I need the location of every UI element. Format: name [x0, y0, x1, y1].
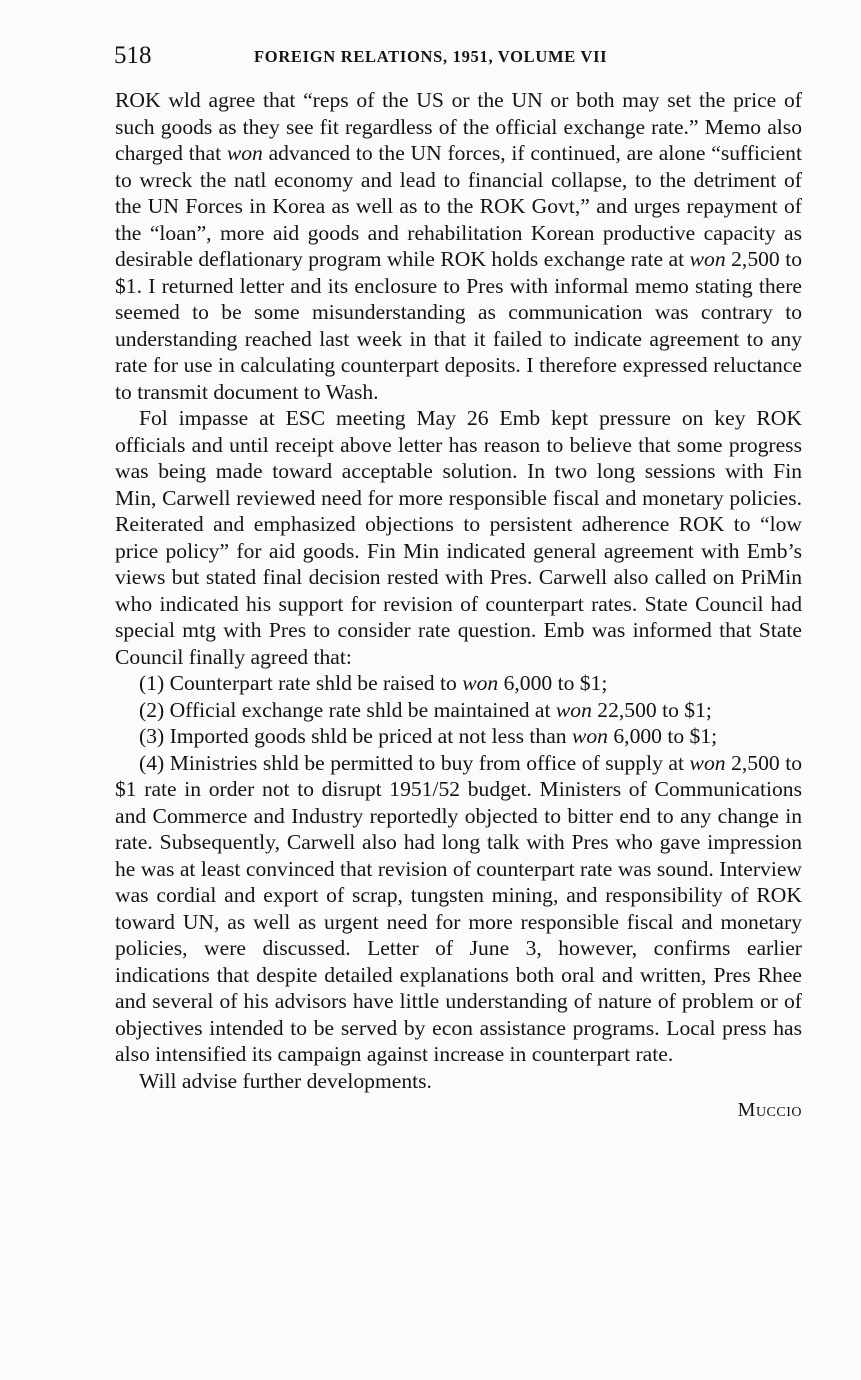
- list-item-2-part-b: 22,500 to $1;: [591, 697, 712, 722]
- currency-won: won: [226, 141, 263, 165]
- currency-won: won: [689, 247, 726, 271]
- list-item-1: [115, 670, 802, 697]
- list-item-3-part-b: 6,000 to $1;: [607, 724, 718, 748]
- list-item-4-part-a: (4) Ministries shld be permitted to buy from office of supply at: [139, 750, 690, 775]
- paragraph-1-part-a: ROK wld agree that “reps of the US or the UN or both may set the price of such goods as they see fit regardless of the official exchange rate.” Memo also charged that: [115, 88, 802, 165]
- paragraph-1-part-b: advanced to the UN forces, if continued, are alone “sufficient to wreck the natl economy and lead to financial collapse, to the detriment of the UN Forces in Korea as well as to the ROK Govt,” and urges repayment of the “loan”, more aid goods and rehabilitation Korean productive capacity as desirable deflationary program while ROK holds exchange rate at: [115, 141, 802, 271]
- page-header: [114, 40, 800, 74]
- list-item-1-part-b: 6,000 to $1;: [498, 671, 608, 695]
- running-head: FOREIGN RELATIONS, 1951, VOLUME VII: [254, 47, 608, 66]
- list-item-4: [115, 750, 802, 1068]
- closing-line: Will advise further developments.: [139, 1068, 432, 1093]
- paragraph-2: Fol impasse at ESC meeting May 26 Emb kept pressure on key ROK officials and until receipt above letter has reason to believe that some progress was being made toward acceptable solution. In two long sessions with Fin Min, Carwell reviewed need for more responsible fiscal and monetary policies. Reiterated and emphasized objections to persistent adherence ROK to “low price policy” for aid goods. Fin Min indicated general agreement with Emb’s views but stated final decision rested with Pres. Carwell also called on PriMin who indicated his support for revision of counterpart rates. State Council had special mtg with Pres to consider rate question. Emb was informed that State Council finally agreed that:: [115, 406, 802, 669]
- currency-won: won: [555, 697, 592, 722]
- currency-won: won: [571, 724, 608, 748]
- currency-won: won: [462, 671, 499, 695]
- page-number: 518: [114, 42, 152, 69]
- document-body: [115, 87, 802, 1123]
- list-item-1-part-a: (1) Counterpart rate shld be raised to: [139, 671, 463, 695]
- list-item-4-part-b: 2,500 to $1 rate in order not to disrupt 1951/52 budget. Ministers of Communications and Commerce and Industry reportedly objected to bitter end to any change in rate. Subsequently, Carwell also had long talk with Pres who gave impression he was at least convinced that revision of counterpart rate was sound. Interview was cordial and export of scrap, tungsten mining, and responsibility of ROK toward UN, as well as urgent need for more responsible fiscal and monetary policies, were discussed. Letter of June 3, however, confirms earlier indications that despite detailed explanations both oral and written, Pres Rhee and several of his advisors have little understanding of nature of problem or of objectives intended to be served by econ assistance programs. Local press has also intensified its campaign against increase in counterpart rate.: [115, 750, 802, 1066]
- paragraph-1-part-c: 2,500 to $1. I returned letter and its enclosure to Pres with informal memo stating there seemed to be some misunderstanding as communication was contrary to understanding reached last week in that it failed to indicate agreement to any rate for use in calculating counterpart deposits. I therefore expressed reluctance to transmit document to Wash.: [115, 247, 802, 404]
- list-item-3-part-a: (3) Imported goods shld be priced at not less than: [139, 724, 572, 748]
- list-item-2: [115, 697, 802, 724]
- list-item-3: [115, 723, 802, 750]
- paragraph-1: [115, 87, 802, 405]
- currency-won: won: [689, 750, 726, 775]
- list-item-2-part-a: (2) Official exchange rate shld be maintained at: [139, 697, 556, 722]
- signature: Muccio: [737, 1099, 802, 1121]
